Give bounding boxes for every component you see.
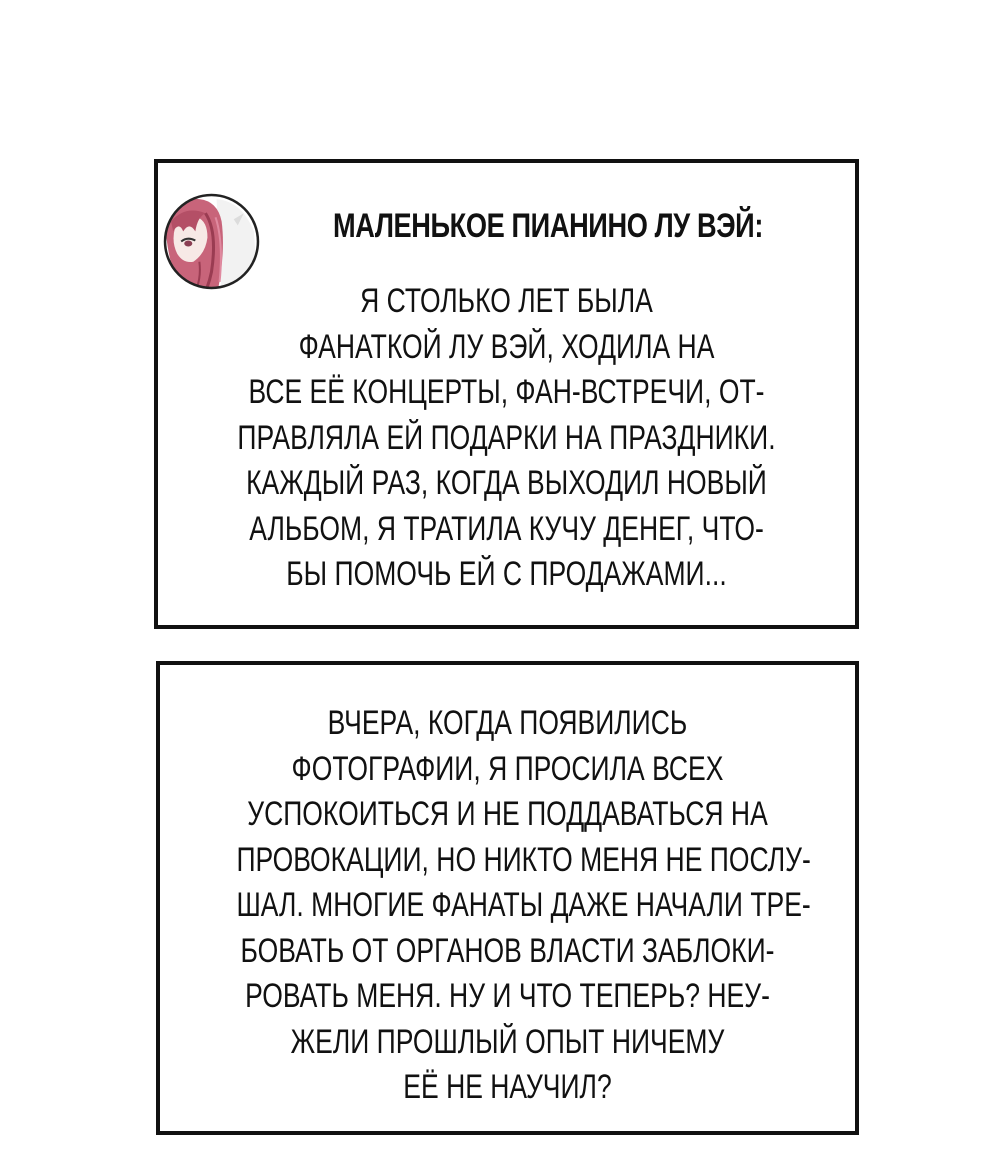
message-text bbox=[160, 701, 855, 1111]
message-text bbox=[158, 279, 855, 598]
message-line: ФАНАТКОЙ ЛУ ВЭЙ, ХОДИЛА НА bbox=[298, 327, 715, 366]
message-line: ПРОВОКАЦИИ, НО НИКТО МЕНЯ НЕ ПОСЛУ- bbox=[236, 840, 811, 879]
comment-box-1 bbox=[154, 159, 859, 629]
message-line: ЖЕЛИ ПРОШЛЫЙ ОПЫТ НИЧЕМУ bbox=[290, 1022, 725, 1061]
message-line: ФОТОГРАФИИ, Я ПРОСИЛА ВСЕХ bbox=[291, 749, 724, 788]
message-line: ПРАВЛЯЛА ЕЙ ПОДАРКИ НА ПРАЗДНИКИ. bbox=[237, 418, 776, 457]
girl-portrait-icon[interactable] bbox=[161, 191, 262, 292]
message-line: АЛЬБОМ, Я ТРАТИЛА КУЧУ ДЕНЕГ, ЧТО- bbox=[249, 509, 764, 548]
message-line: ШАЛ. МНОГИЕ ФАНАТЫ ДАЖЕ НАЧАЛИ ТРЕ- bbox=[236, 886, 811, 924]
message-line: БОВАТЬ ОТ ОРГАНОВ ВЛАСТИ ЗАБЛОКИ- bbox=[240, 931, 775, 970]
message-line: ВЧЕРА, КОГДА ПОЯВИЛИСЬ bbox=[327, 704, 688, 742]
message-line: КАЖДЫЙ РАЗ, КОГДА ВЫХОДИЛ НОВЫЙ bbox=[246, 464, 767, 502]
comment-box-2 bbox=[156, 661, 859, 1135]
message-line: ВСЕ ЕЁ КОНЦЕРТЫ, ФАН-ВСТРЕЧИ, ОТ- bbox=[248, 373, 765, 411]
message-line: РОВАТЬ МЕНЯ. НУ И ЧТО ТЕПЕРЬ? НЕУ- bbox=[245, 977, 770, 1015]
message-line: БЫ ПОМОЧЬ ЕЙ С ПРОДАЖАМИ... bbox=[286, 555, 727, 593]
message-line: Я СТОЛЬКО ЛЕТ БЫЛА bbox=[360, 282, 653, 320]
message-line: УСПОКОИТЬСЯ И НЕ ПОДДАВАТЬСЯ НА bbox=[247, 795, 768, 833]
message-line: ЕЁ НЕ НАУЧИЛ? bbox=[403, 1068, 612, 1106]
author-name: МАЛЕНЬКОЕ ПИАНИНО ЛУ ВЭЙ: bbox=[333, 207, 763, 245]
